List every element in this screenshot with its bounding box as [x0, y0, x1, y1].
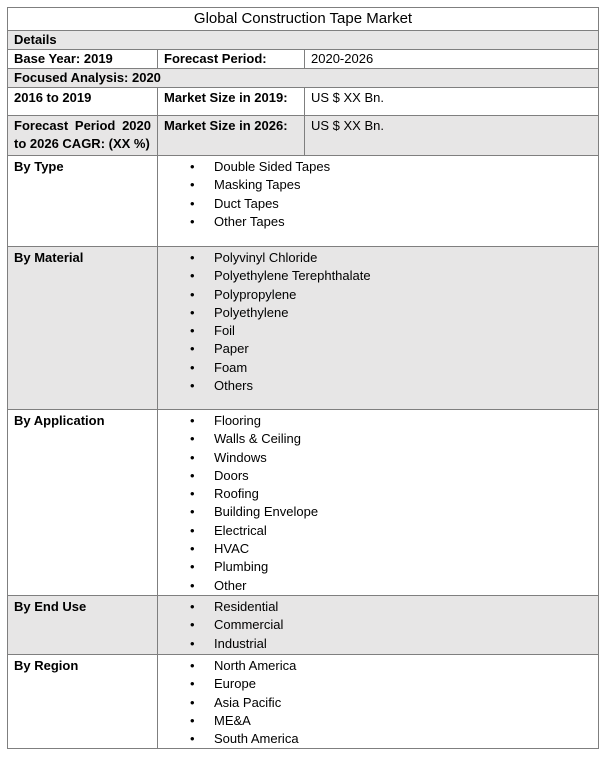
bullet-list: [164, 158, 592, 231]
bullet-icon: •: [190, 467, 195, 483]
segment-label-end-use: By End Use: [8, 595, 158, 654]
bullet-icon: •: [190, 577, 195, 593]
list-item: • Others: [190, 377, 592, 395]
list-item: • Windows: [190, 449, 592, 467]
list-item: • Walls & Ceiling: [190, 430, 592, 448]
bullet-icon: •: [190, 522, 195, 538]
cagr-label: Forecast Period 2020 to 2026 CAGR: (XX %): [8, 116, 158, 156]
market-size-2026-label: Market Size in 2026:: [158, 116, 305, 156]
list-item: • Paper: [190, 340, 592, 358]
segment-row-end-use: [8, 595, 599, 654]
list-item: • Other: [190, 577, 592, 595]
segment-list-type: [158, 156, 599, 247]
list-item: • HVAC: [190, 540, 592, 558]
list-item: • Other Tapes: [190, 213, 592, 231]
list-item: • Commercial: [190, 616, 592, 634]
bullet-icon: •: [190, 676, 195, 692]
bullet-icon: •: [190, 431, 195, 447]
cagr-row: [8, 116, 599, 156]
bullet-icon: •: [190, 378, 195, 394]
bullet-icon: •: [190, 177, 195, 193]
market-size-2019-value: US $ XX Bn.: [305, 88, 599, 116]
base-year: Base Year: 2019: [8, 50, 158, 69]
list-item: • Flooring: [190, 412, 592, 430]
segment-label-type: By Type: [8, 156, 158, 247]
segment-label-material: By Material: [8, 247, 158, 410]
bullet-icon: •: [190, 657, 195, 673]
table-title: Global Construction Tape Market: [8, 8, 599, 31]
list-item: • Polyvinyl Chloride: [190, 249, 592, 267]
list-item: • Masking Tapes: [190, 176, 592, 194]
bullet-icon: •: [190, 541, 195, 557]
bullet-icon: •: [190, 323, 195, 339]
segment-list-material: [158, 247, 599, 410]
segment-label-application: By Application: [8, 410, 158, 596]
segment-list-end-use: [158, 595, 599, 654]
list-item: • Residential: [190, 598, 592, 616]
list-item: • Roofing: [190, 485, 592, 503]
bullet-list: [164, 249, 592, 395]
bullet-icon: •: [190, 486, 195, 502]
bullet-icon: •: [190, 159, 195, 174]
bullet-icon: •: [190, 712, 195, 728]
list-item: • Polyethylene: [190, 304, 592, 322]
list-item: • Electrical: [190, 522, 592, 540]
bullet-icon: •: [190, 250, 195, 265]
segment-row-region: [8, 654, 599, 748]
bullet-icon: •: [190, 559, 195, 575]
bullet-icon: •: [190, 359, 195, 375]
list-item: • South America: [190, 730, 592, 748]
list-item: • Double Sided Tapes: [190, 158, 592, 176]
bullet-icon: •: [190, 635, 195, 651]
list-item: • Europe: [190, 675, 592, 693]
details-heading: Details: [8, 31, 599, 50]
bullet-icon: •: [190, 413, 195, 428]
list-item: • Plumbing: [190, 558, 592, 576]
bullet-list: [164, 412, 592, 595]
bullet-icon: •: [190, 449, 195, 465]
bullet-icon: •: [190, 341, 195, 357]
bullet-icon: •: [190, 286, 195, 302]
list-item: • Duct Tapes: [190, 195, 592, 213]
bullet-icon: •: [190, 268, 195, 284]
list-item: • Foil: [190, 322, 592, 340]
historic-range: 2016 to 2019: [8, 88, 158, 116]
market-size-2019-label: Market Size in 2019:: [158, 88, 305, 116]
focused-analysis-row: [8, 69, 599, 88]
list-item: • North America: [190, 657, 592, 675]
bullet-icon: •: [190, 731, 195, 747]
list-item: • Building Envelope: [190, 503, 592, 521]
forecast-period-value: 2020-2026: [305, 50, 599, 69]
bullet-icon: •: [190, 504, 195, 520]
historic-row: [8, 88, 599, 116]
list-item: • Polypropylene: [190, 286, 592, 304]
bullet-list: [164, 598, 592, 653]
segment-list-application: [158, 410, 599, 596]
list-item: • Doors: [190, 467, 592, 485]
bullet-icon: •: [190, 195, 195, 211]
details-row: [8, 31, 599, 50]
market-size-2026-value: US $ XX Bn.: [305, 116, 599, 156]
segment-row-material: [8, 247, 599, 410]
focused-analysis: Focused Analysis: 2020: [8, 69, 599, 88]
list-item: • Polyethylene Terephthalate: [190, 267, 592, 285]
list-item: • Asia Pacific: [190, 694, 592, 712]
bullet-icon: •: [190, 598, 195, 614]
bullet-list: [164, 657, 592, 748]
forecast-period-label: Forecast Period:: [158, 50, 305, 69]
bullet-icon: •: [190, 304, 195, 320]
market-summary-table: [7, 7, 599, 749]
segment-label-region: By Region: [8, 654, 158, 748]
list-item: • Industrial: [190, 635, 592, 653]
segment-row-type: [8, 156, 599, 247]
bullet-icon: •: [190, 213, 195, 229]
title-row: [8, 8, 599, 31]
list-item: • ME&A: [190, 712, 592, 730]
segment-row-application: [8, 410, 599, 596]
bullet-icon: •: [190, 694, 195, 710]
bullet-icon: •: [190, 617, 195, 633]
segment-list-region: [158, 654, 599, 748]
base-year-row: [8, 50, 599, 69]
list-item: • Foam: [190, 359, 592, 377]
